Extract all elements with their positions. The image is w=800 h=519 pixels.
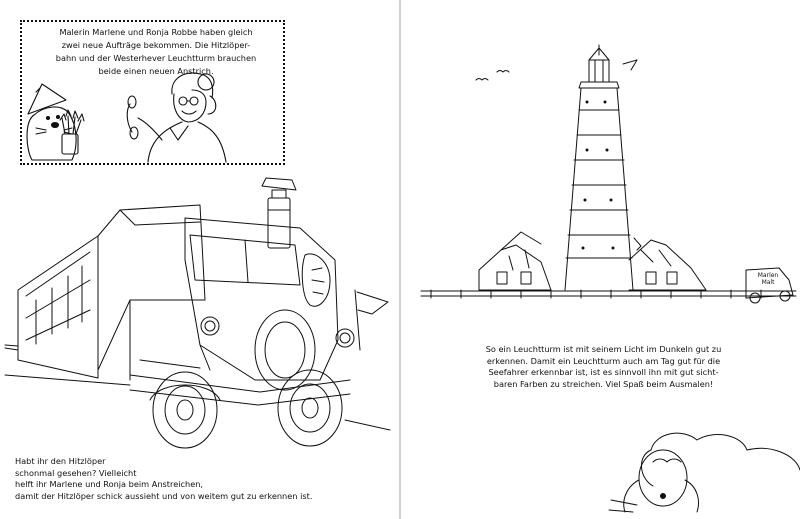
right-page bbox=[401, 0, 800, 519]
hitzloeper-train bbox=[0, 0, 399, 519]
right-body-text: So ein Leuchtturm ist mit seinem Licht im Dunkeln gut zu erkennen. Damit ein Leuchtturm auch am Tag gut für die Seefahrer erkennbar ist, ist es sinnvoll ihn mit gut sicht- baren Farben zu streichen. Viel Spaß beim Ausmalen! bbox=[485, 344, 722, 389]
left-page bbox=[0, 0, 399, 519]
van-lettering: Marlen Malt bbox=[757, 272, 779, 286]
lighthouse-illustration bbox=[401, 0, 800, 519]
left-body-text: Habt ihr den Hitzlöper schonmal gesehen? Vielleicht helft ihr Marlene und Ronja beim Anstreichen, damit der Hitzlöper schick aussieht und von weitem gut zu erkennen ist. bbox=[15, 456, 313, 501]
intro-text: Malerin Marlene und Ronja Robbe haben gleich zwei neue Aufträge bekommen. Die Hitzlöper- bahn und der Westerhever Leuchtturm brauchen beide einen neuen Anstrich. bbox=[55, 27, 257, 76]
